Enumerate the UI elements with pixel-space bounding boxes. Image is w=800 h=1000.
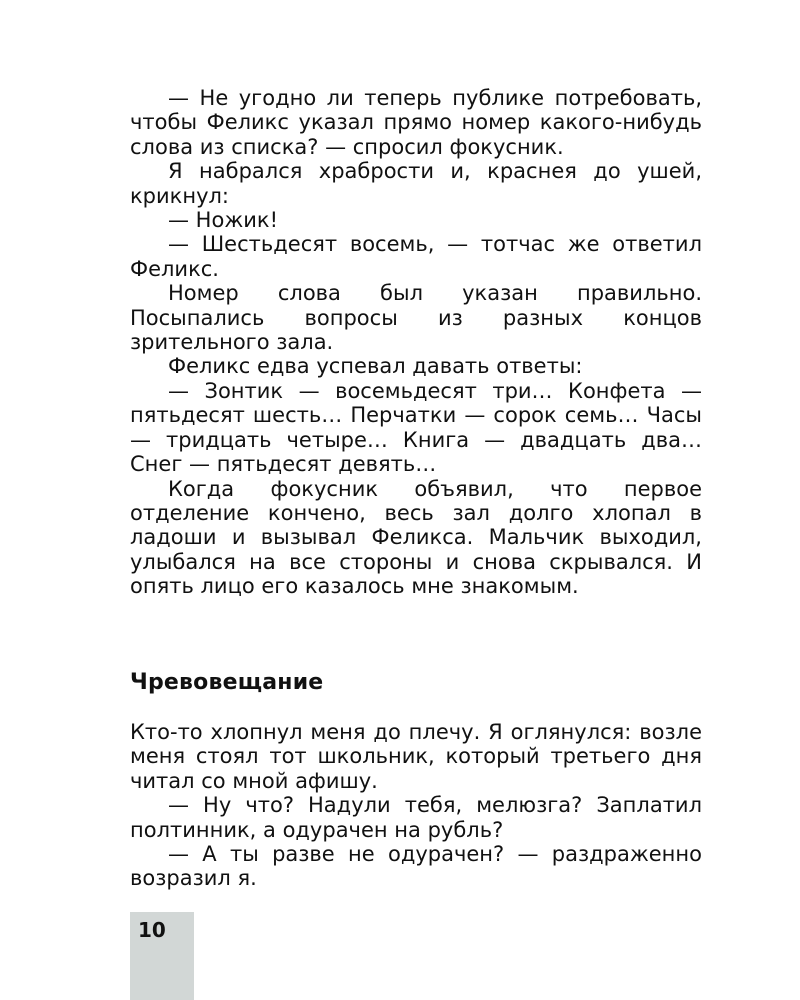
paragraph: — Не угодно ли теперь публике потребовать, чтобы Феликс указал прямо номер какого-нибудь слова из списка? — спросил фокусник. — [130, 86, 702, 159]
paragraph: — Ну что? Надули тебя, мелюзга? Заплатил полтинник, а одурачен на рубль? — [130, 793, 702, 842]
section-heading: Чревовещание — [130, 670, 324, 695]
paragraph: Когда фокусник объявил, что первое отделение кончено, весь зал долго хлопал в ладоши и вызывал Феликса. Мальчик выходил, улыбался на все стороны и снова скрывался. И опять лицо его казалось мне знакомым. — [130, 476, 702, 599]
paragraph: Номер слова был указан правильно. Посыпались вопросы из разных концов зрительного зала. — [130, 281, 702, 355]
paragraph: — Ножик! — [168, 208, 278, 233]
paragraph: Кто-то хлопнул меня до плечу. Я оглянулся: возле меня стоял тот школьник, который третьего дня читал со мной афишу. — [130, 720, 702, 793]
body-text-bottom — [130, 720, 702, 891]
paragraph: — Зонтик — восемьдесят три… Конфета — пятьдесят шесть… Перчатки — сорок семь… Часы — тридцать четыре… Книга — двадцать два… Снег — пятьдесят девять… — [130, 378, 702, 477]
body-text-top — [130, 86, 702, 599]
paragraph: Я набрался храбрости и, краснея до ушей, крикнул: — [130, 159, 702, 208]
page-number-tab — [130, 912, 194, 1000]
paragraph: Феликс едва успевал давать ответы: — [168, 354, 583, 379]
paragraph: — Шестьдесят восемь, — тотчас же ответил Феликс. — [130, 232, 702, 281]
page-number: 10 — [138, 918, 166, 942]
paragraph: — А ты разве не одурачен? — раздраженно возразил я. — [130, 842, 702, 891]
